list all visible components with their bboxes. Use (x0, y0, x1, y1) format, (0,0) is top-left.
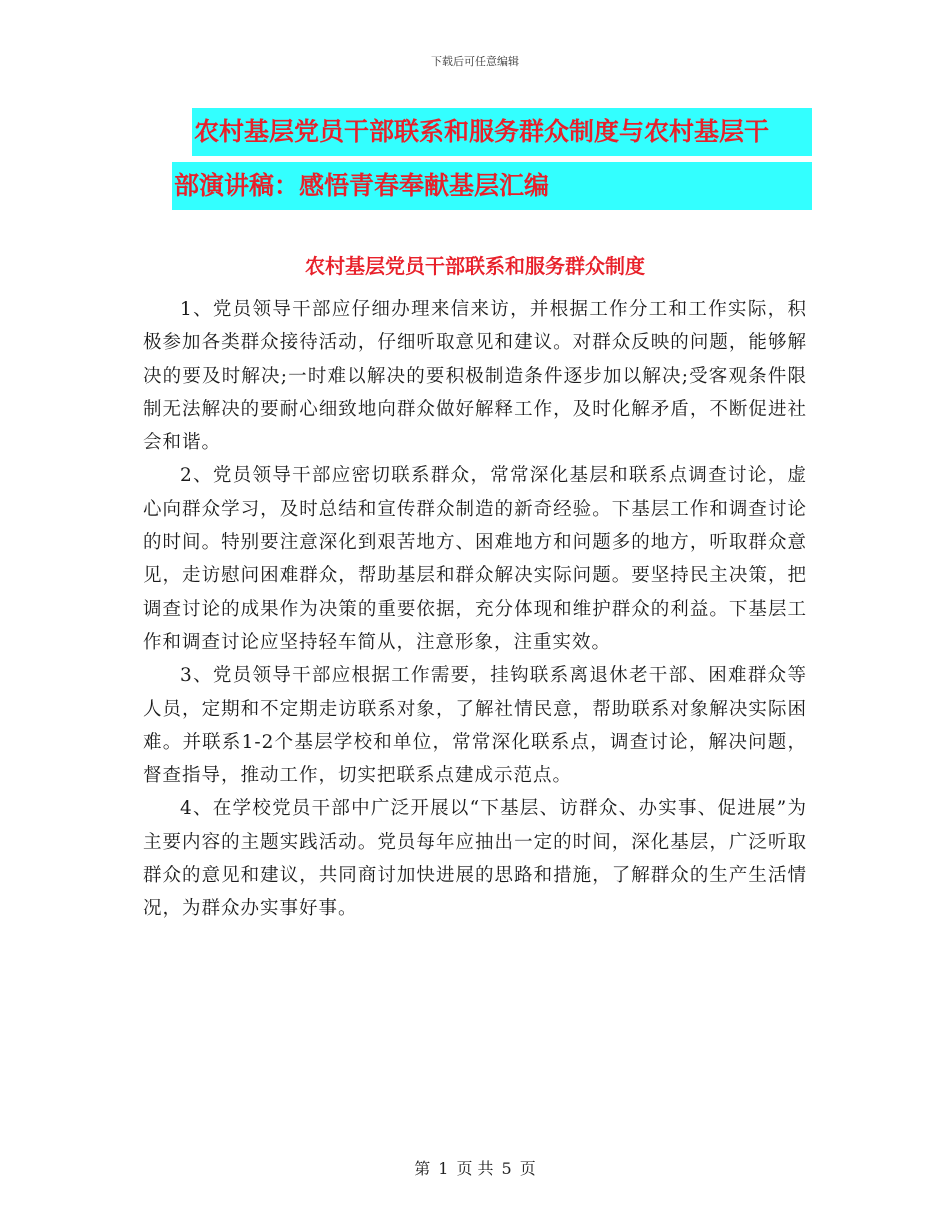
document-title (174, 108, 812, 210)
paragraph-1: 1、党员领导干部应仔细办理来信来访，并根据工作分工和工作实际，积极参加各类群众接待活动，仔细听取意见和建议。对群众反映的问题，能够解决的要及时解决;一时难以解决的要积极制造条件逐步加以解决;受客观条件限制无法解决的要耐心细致地向群众做好解释工作，及时化解矛盾，不断促进社会和谐。 (143, 299, 807, 454)
document-title-line1: 农村基层党员干部联系和服务群众制度与农村基层干 (192, 108, 812, 156)
paragraph-3: 3、党员领导干部应根据工作需要，挂钩联系离退休老干部、困难群众等人员，定期和不定期走访联系对象，了解社情民意，帮助联系对象解决实际困难。并联系1-2个基层学校和单位，常常深化联系点，调查讨论，解决问题，督查指导，推动工作，切实把联系点建成示范点。 (143, 665, 807, 787)
section-title: 农村基层党员干部联系和服务群众制度 (305, 254, 645, 278)
footer-prefix: 第 (414, 1159, 431, 1178)
footer-total-pages: 5 (501, 1159, 512, 1178)
footer-page-number: 1 (438, 1159, 449, 1178)
document-title-line2: 部演讲稿：感悟青春奉献基层汇编 (172, 162, 812, 210)
paragraph-2: 2、党员领导干部应密切联系群众，常常深化基层和联系点调查讨论，虚心向群众学习，及时总结和宣传群众制造的新奇经验。下基层工作和调查讨论的时间。特别要注意深化到艰苦地方、困难地方和问题多的地方，听取群众意见，走访慰问困难群众，帮助基层和群众解决实际问题。要坚持民主决策，把调查讨论的成果作为决策的重要依据，充分体现和维护群众的利益。下基层工作和调查讨论应坚持轻车简从，注意形象，注重实效。 (143, 465, 807, 653)
paragraph-4: 4、在学校党员干部中广泛开展以“下基层、访群众、办实事、促进展”为主要内容的主题实践活动。党员每年应抽出一定的时间，深化基层，广泛听取群众的意见和建议，共同商讨加快进展的思路和措施，了解群众的生产生活情况，为群众办实事好事。 (143, 798, 807, 920)
header-note: 下载后可任意编辑 (431, 55, 519, 68)
footer-mid: 页 共 (456, 1159, 494, 1178)
page-footer (0, 1156, 950, 1179)
document-body (143, 293, 807, 926)
footer-suffix: 页 (519, 1159, 536, 1178)
